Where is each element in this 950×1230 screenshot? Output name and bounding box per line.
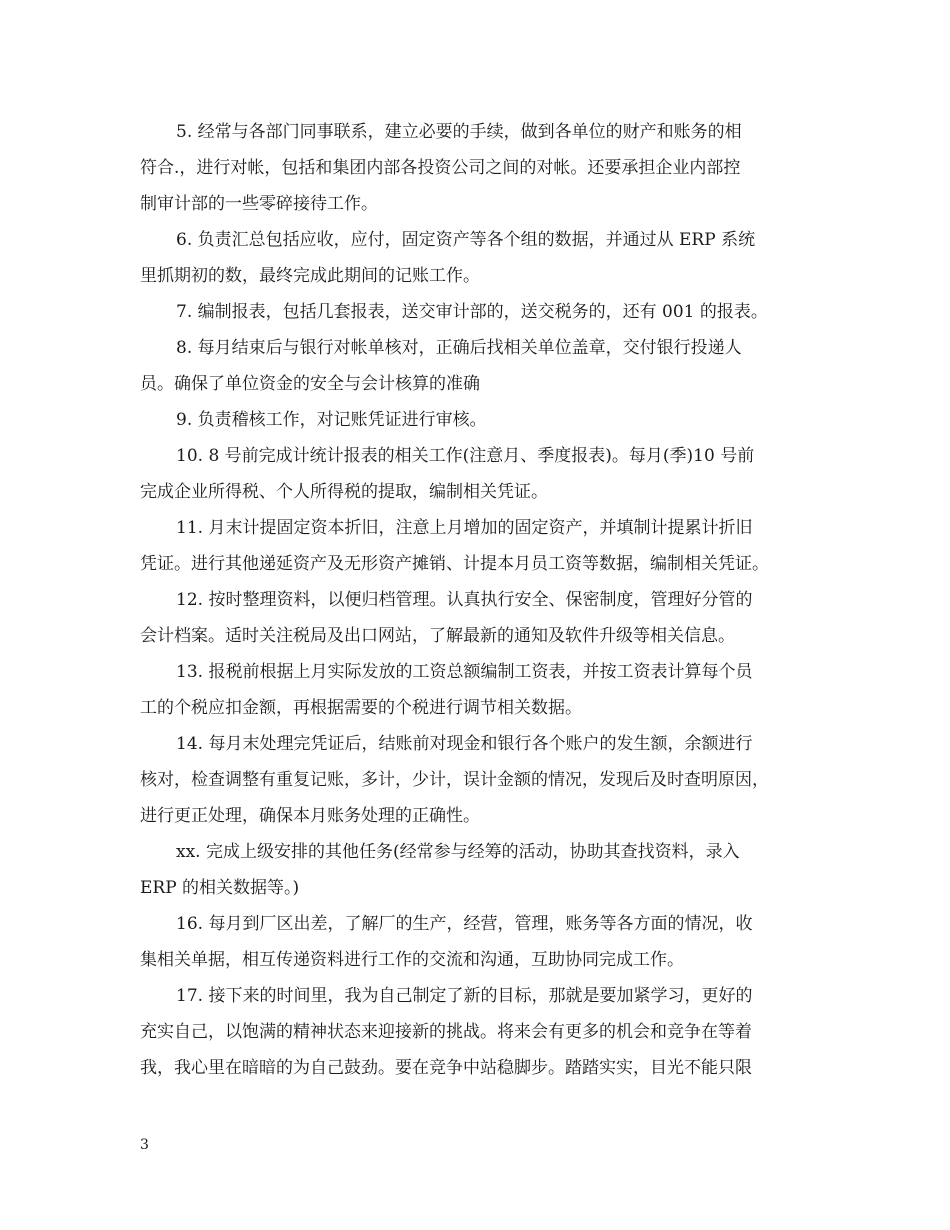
text-line: 员。确保了单位资金的安全与会计核算的准确: [140, 374, 480, 394]
text-line: 14. 每月末处理完凭证后，结账前对现金和银行各个账户的发生额，余额进行: [176, 734, 753, 754]
text-line: 里抓期初的数，最终完成此期间的记账工作。: [140, 266, 480, 286]
text-line: 制审计部的一些零碎接待工作。: [140, 194, 378, 214]
text-line: 完成企业所得税、个人所得税的提取，编制相关凭证。: [140, 482, 548, 502]
text-line: 9. 负责稽核工作，对记账凭证进行审核。: [176, 410, 487, 430]
text-line: 工的个税应扣金额，再根据需要的个税进行调节相关数据。: [140, 698, 582, 718]
text-line: 12. 按时整理资料，以便归档管理。认真执行安全、保密制度，管理好分管的: [176, 590, 753, 610]
text-line: 7. 编制报表，包括几套报表，送交审计部的，送交税务的，还有 001 的报表。: [176, 302, 768, 322]
text-line: 充实自己，以饱满的精神状态来迎接新的挑战。将来会有更多的机会和竞争在等着: [140, 1022, 752, 1042]
text-line: 17. 接下来的时间里，我为自己制定了新的目标，那就是要加紧学习，更好的: [176, 986, 753, 1006]
text-line: 符合.，进行对帐，包括和集团内部各投资公司之间的对帐。还要承担企业内部控: [140, 158, 741, 178]
text-line: 8. 每月结束后与银行对帐单核对，正确后找相关单位盖章，交付银行投递人: [176, 338, 742, 358]
text-line: 核对，检查调整有重复记账，多计，少计，误计金额的情况，发现后及时查明原因，: [140, 770, 769, 790]
text-line: 16. 每月到厂区出差，了解厂的生产，经营，管理，账务等各方面的情况，收: [176, 914, 753, 934]
text-line: 11. 月末计提固定资本折旧，注意上月增加的固定资产，并填制计提累计折旧: [176, 518, 753, 538]
text-line: xx. 完成上级安排的其他任务(经常参与经筹的活动，协助其查找资料，录入: [176, 842, 740, 862]
text-line: 5. 经常与各部门同事联系，建立必要的手续，做到各单位的财产和账务的相: [176, 122, 742, 142]
page-number: 3: [140, 1137, 149, 1153]
text-line: 10. 8 号前完成计统计报表的相关工作(注意月、季度报表)。每月(季)10 号前: [176, 446, 755, 466]
text-line: 6. 负责汇总包括应收，应付，固定资产等各个组的数据，并通过从 ERP 系统: [176, 230, 756, 250]
text-line: 集相关单据，相互传递资料进行工作的交流和沟通，互助协同完成工作。: [140, 950, 684, 970]
text-line: ERP 的相关数据等。): [140, 878, 300, 898]
text-line: 我，我心里在暗暗的为自己鼓劲。要在竞争中站稳脚步。踏踏实实，目光不能只限: [140, 1058, 752, 1078]
text-line: 会计档案。适时关注税局及出口网站，了解最新的通知及软件升级等相关信息。: [140, 626, 735, 646]
text-line: 13. 报税前根据上月实际发放的工资总额编制工资表，并按工资表计算每个员: [176, 662, 753, 682]
text-line: 凭证。进行其他递延资产及无形资产摊销、计提本月员工资等数据，编制相关凭证。: [140, 554, 769, 574]
text-line: 进行更正处理，确保本月账务处理的正确性。: [140, 806, 480, 826]
